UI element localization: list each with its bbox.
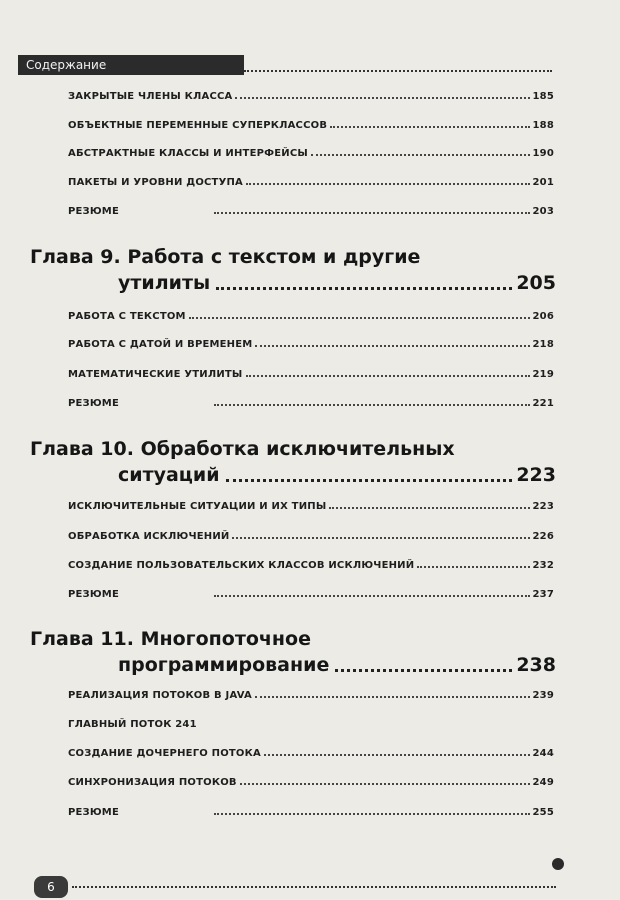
leader-dots <box>214 813 530 815</box>
leader-dots <box>216 287 512 290</box>
leader-dots <box>214 212 530 214</box>
toc-entry <box>68 714 554 730</box>
leader-dots <box>330 126 529 128</box>
toc-entry-page: 188 <box>532 120 554 131</box>
toc-entry-title: РЕЗЮМЕ <box>68 398 119 409</box>
leader-dots <box>246 183 530 185</box>
toc-entry <box>68 86 554 102</box>
toc-entry-title: ОБЪЕКТНЫЕ ПЕРЕМЕННЫЕ СУПЕРКЛАССОВ <box>68 120 328 131</box>
leader-dots <box>214 404 530 406</box>
leader-dots <box>189 317 530 319</box>
chapter-page: 205 <box>516 272 556 294</box>
chapter-heading <box>30 436 556 488</box>
leader-dots <box>417 566 529 568</box>
toc-entry-page: 223 <box>532 501 554 512</box>
toc-entry <box>68 802 554 818</box>
toc-entry-title: РАБОТА С ТЕКСТОМ <box>68 311 186 322</box>
toc-entry-page: 190 <box>532 148 554 159</box>
toc-entry <box>68 306 554 322</box>
leader-dots <box>255 345 529 347</box>
chapter-heading <box>30 626 556 678</box>
leader-dots <box>311 154 530 156</box>
leader-dots <box>335 669 512 672</box>
leader-dots <box>232 537 529 539</box>
toc-entry <box>68 115 554 131</box>
toc-entry <box>68 772 554 788</box>
leader-dots <box>226 479 513 482</box>
toc-entry-title: ПАКЕТЫ И УРОВНИ ДОСТУПА <box>68 177 243 188</box>
toc-entry-page: 255 <box>532 807 554 818</box>
toc-entry-page: 226 <box>532 531 554 542</box>
chapter-heading <box>30 244 556 296</box>
toc-entry-page: 218 <box>532 339 554 350</box>
leader-dots <box>240 783 530 785</box>
toc-entry-page: 206 <box>532 311 554 322</box>
toc-entry-title: МАТЕМАТИЧЕСКИЕ УТИЛИТЫ <box>68 369 243 380</box>
toc-entry-title: РАБОТА С ДАТОЙ И ВРЕМЕНЕМ <box>68 339 253 350</box>
toc-entry-title: РЕАЛИЗАЦИЯ ПОТОКОВ В JAVA <box>68 690 252 701</box>
page-number <box>34 876 68 898</box>
leader-dots <box>246 375 530 377</box>
toc-entry-title: РЕЗЮМЕ <box>68 206 119 217</box>
toc-entry <box>68 496 554 512</box>
toc-entry <box>68 393 554 409</box>
page-number-value: 6 <box>47 880 55 894</box>
chapter-title: Глава 11. Многопоточное <box>30 628 312 650</box>
leader-dots <box>235 97 529 99</box>
toc-entry-title: СОЗДАНИЕ ПОЛЬЗОВАТЕЛЬСКИХ КЛАССОВ ИСКЛЮЧЕНИЙ <box>68 560 415 571</box>
footer-bullet-icon <box>552 858 564 870</box>
leader-dots <box>264 754 530 756</box>
toc-entry <box>68 584 554 600</box>
toc-entry-page: 232 <box>532 560 554 571</box>
leader-dots <box>255 696 530 698</box>
chapter-title: Глава 10. Обработка исключительных <box>30 438 455 460</box>
toc-entry <box>68 172 554 188</box>
toc-entry-title: ЗАКРЫТЫЕ ЧЛЕНЫ КЛАССА <box>68 91 233 102</box>
toc-entry <box>68 201 554 217</box>
toc-entry-page: 203 <box>532 206 554 217</box>
chapter-page: 238 <box>516 654 556 676</box>
chapter-page: 223 <box>516 464 556 486</box>
toc-entry-page: 237 <box>532 589 554 600</box>
toc-entry <box>68 364 554 380</box>
toc-entry-title: СИНХРОНИЗАЦИЯ ПОТОКОВ <box>68 777 237 788</box>
toc-entry <box>68 334 554 350</box>
section-header-title: Содержание <box>26 58 107 72</box>
toc-entry-title: РЕЗЮМЕ <box>68 589 119 600</box>
toc-entry-title: РЕЗЮМЕ <box>68 807 119 818</box>
toc-entry-page: 249 <box>532 777 554 788</box>
toc-entry-title: СОЗДАНИЕ ДОЧЕРНЕГО ПОТОКА <box>68 748 261 759</box>
leader-dots <box>329 507 529 509</box>
toc-entry <box>68 555 554 571</box>
toc-entry-page: 185 <box>532 91 554 102</box>
toc-entry-page: 219 <box>532 369 554 380</box>
toc-entry <box>68 526 554 542</box>
toc-entry-title: ИСКЛЮЧИТЕЛЬНЫЕ СИТУАЦИИ И ИХ ТИПЫ <box>68 501 327 512</box>
toc-entry <box>68 685 554 701</box>
toc-entry-title: АБСТРАКТНЫЕ КЛАССЫ И ИНТЕРФЕЙСЫ <box>68 148 308 159</box>
header-dotted-rule <box>244 70 552 72</box>
chapter-title-cont: утилиты <box>118 272 211 294</box>
toc-entry-title: ГЛАВНЫЙ ПОТОК 241 <box>68 719 197 730</box>
footer-dotted-rule <box>72 886 556 888</box>
chapter-title-cont: программирование <box>118 654 330 676</box>
toc-entry-page: 201 <box>532 177 554 188</box>
toc-entry-page: 221 <box>532 398 554 409</box>
section-header <box>18 55 244 75</box>
toc-entry <box>68 743 554 759</box>
chapter-title-cont: ситуаций <box>118 464 220 486</box>
toc-entry-title: ОБРАБОТКА ИСКЛЮЧЕНИЙ <box>68 531 230 542</box>
toc-entry-page: 244 <box>532 748 554 759</box>
leader-dots <box>214 595 530 597</box>
chapter-title: Глава 9. Работа с текстом и другие <box>30 246 421 268</box>
toc-entry <box>68 143 554 159</box>
toc-entry-page: 239 <box>532 690 554 701</box>
